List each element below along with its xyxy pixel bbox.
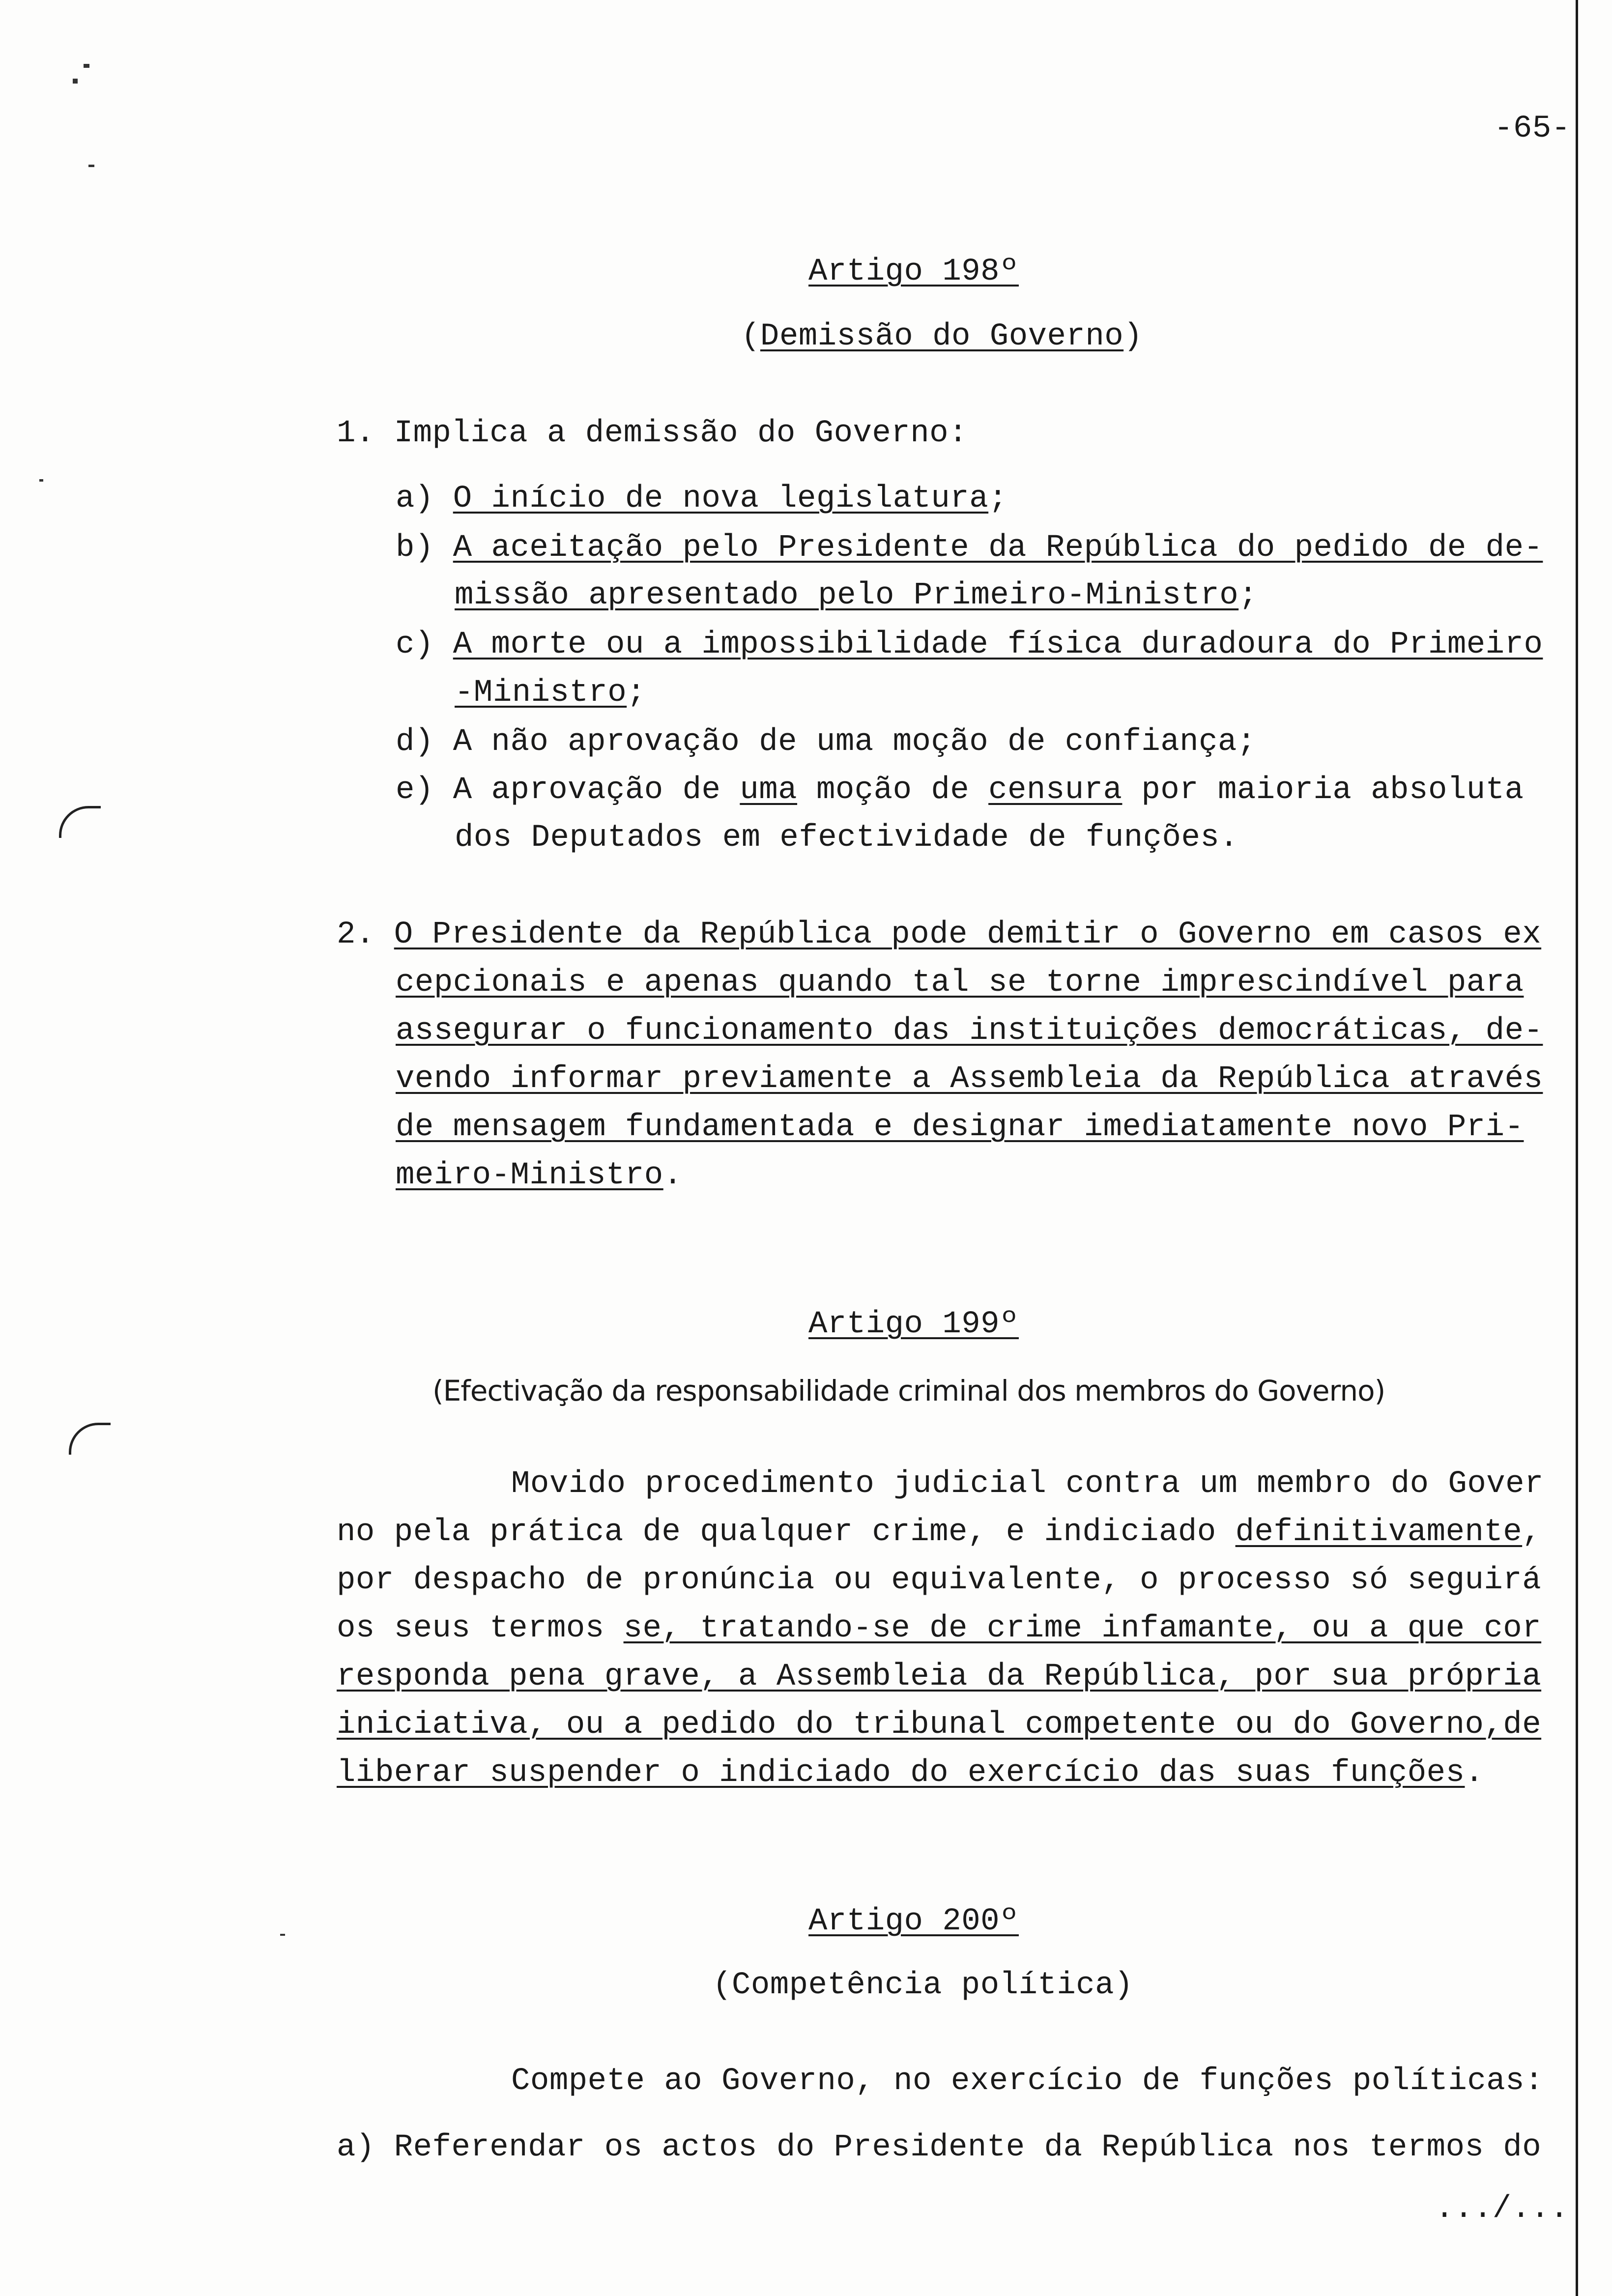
page-number: -65- <box>1494 111 1571 146</box>
item-b-line-2: missão apresentado pelo Primeiro-Ministro <box>455 578 1239 613</box>
body-text: no pela prática de qualquer crime, e indiciado <box>337 1515 1236 1550</box>
body-text: os seus termos <box>337 1611 624 1646</box>
article-199-line-7 <box>337 1753 1484 1793</box>
punctuation: ; <box>1238 578 1258 613</box>
scan-speck <box>39 479 43 482</box>
article-199-line-2 <box>337 1513 1541 1552</box>
item-e-underlined: uma <box>740 773 798 808</box>
punch-hole-mark <box>69 1423 111 1455</box>
paragraph-2-line: meiro-Ministro <box>396 1158 663 1193</box>
article-198-item-e-cont: dos Deputados em efectividade de funções. <box>455 820 1239 856</box>
article-200-heading: Artigo 200º <box>808 1904 1019 1939</box>
article-199-heading: Artigo 199º <box>808 1307 1019 1342</box>
scan-speck <box>73 79 78 84</box>
article-198-item-a <box>396 479 1008 518</box>
article-198-paragraph-2 <box>337 915 1541 954</box>
continuation-mark: .../... <box>1435 2191 1569 2227</box>
paragraph-2-line: cepcionais e apenas quando tal se torne imprescindível para <box>396 965 1524 1001</box>
punctuation: ; <box>988 481 1008 517</box>
article-199-line-1 <box>511 1464 1544 1504</box>
paragraph-2-last-line <box>396 1156 683 1195</box>
article-198-item-e <box>396 771 1524 810</box>
item-label: e) <box>396 773 434 808</box>
article-198-heading: Artigo 198º <box>808 254 1019 289</box>
item-c-line-2: -Ministro <box>455 675 627 711</box>
article-198-item-c <box>396 625 1543 664</box>
punctuation: . <box>663 1158 683 1193</box>
article-199-line-3: por despacho de pronúncia ou equivalente, o processo só seguirá <box>337 1563 1542 1598</box>
punctuation: ; <box>627 675 646 711</box>
item-label: c) <box>396 627 434 662</box>
article-199-line-4 <box>337 1609 1541 1648</box>
body-text: Movido procedimento judicial contra um membro do Gover <box>511 1466 1544 1502</box>
article-198-title-text: Demissão do Governo <box>760 319 1124 354</box>
paragraph-2-line: O Presidente da República pode demitir o Governo em casos ex <box>394 917 1542 952</box>
article-199-line-5: responda pena grave, a Assembleia da República, por sua própria <box>337 1659 1542 1694</box>
article-198-item-c-cont <box>455 673 646 713</box>
item-c-line-1: A morte ou a impossibilidade física duradoura do Primeiro <box>453 627 1543 662</box>
paragraph-number: 2. <box>337 917 375 952</box>
paragraph-2-line: assegurar o funcionamento das instituições democráticas, de- <box>396 1013 1543 1049</box>
punch-hole-mark <box>59 806 101 838</box>
item-e-text: por maioria absoluta <box>1122 773 1524 808</box>
item-b-line-1: A aceitação pelo Presidente da República do pedido de de- <box>453 530 1543 566</box>
body-text-underlined: definitivamente <box>1235 1515 1523 1550</box>
item-a-text: O início de nova legislatura <box>453 481 989 517</box>
item-label: a) <box>396 481 434 517</box>
body-text-underlined: se, tratando-se de crime infamante, ou a que cor <box>623 1611 1542 1646</box>
article-198-title: (Demissão do Governo) <box>741 319 1143 354</box>
item-e-text: moção de <box>797 773 989 808</box>
item-label: a) <box>337 2130 375 2165</box>
item-e-underlined: censura <box>988 773 1123 808</box>
article-200-title: (Competência política) <box>713 1968 1133 2003</box>
article-198-item-b-cont <box>455 576 1258 615</box>
paragraph-2-line: vendo informar previamente a Assembleia da República através <box>396 1062 1543 1097</box>
body-text-underlined: liberar suspender o indiciado do exercício das suas funções <box>337 1755 1465 1791</box>
scan-speck <box>88 165 94 167</box>
article-198-item-d <box>396 722 1256 762</box>
punctuation: , <box>1522 1515 1542 1550</box>
scan-speck <box>84 64 89 68</box>
item-label: d) <box>396 724 434 760</box>
article-199-line-6: iniciativa, ou a pedido do tribunal competente ou do Governo,de <box>337 1707 1542 1743</box>
paragraph-2-line: de mensagem fundamentada e designar imediatamente novo Pri- <box>396 1110 1524 1145</box>
article-198-paragraph-1-intro: 1. Implica a demissão do Governo: <box>337 416 968 451</box>
item-a-text: Referendar os actos do Presidente da República nos termos do <box>394 2130 1542 2165</box>
punctuation: . <box>1465 1755 1484 1791</box>
article-198-item-b <box>396 528 1543 568</box>
item-e-text: A aprovação de <box>453 773 740 808</box>
article-200-intro: Compete ao Governo, no exercício de funções políticas: <box>511 2064 1544 2099</box>
item-label: b) <box>396 530 434 566</box>
article-200-item-a <box>337 2128 1541 2167</box>
scan-speck <box>280 1934 285 1936</box>
margin-rule <box>1576 0 1578 2296</box>
item-d-text: A não aprovação de uma moção de confiança; <box>453 724 1256 760</box>
article-199-title: (Efectivação da responsabilidade criminal dos membros do Governo) <box>432 1374 1385 1407</box>
